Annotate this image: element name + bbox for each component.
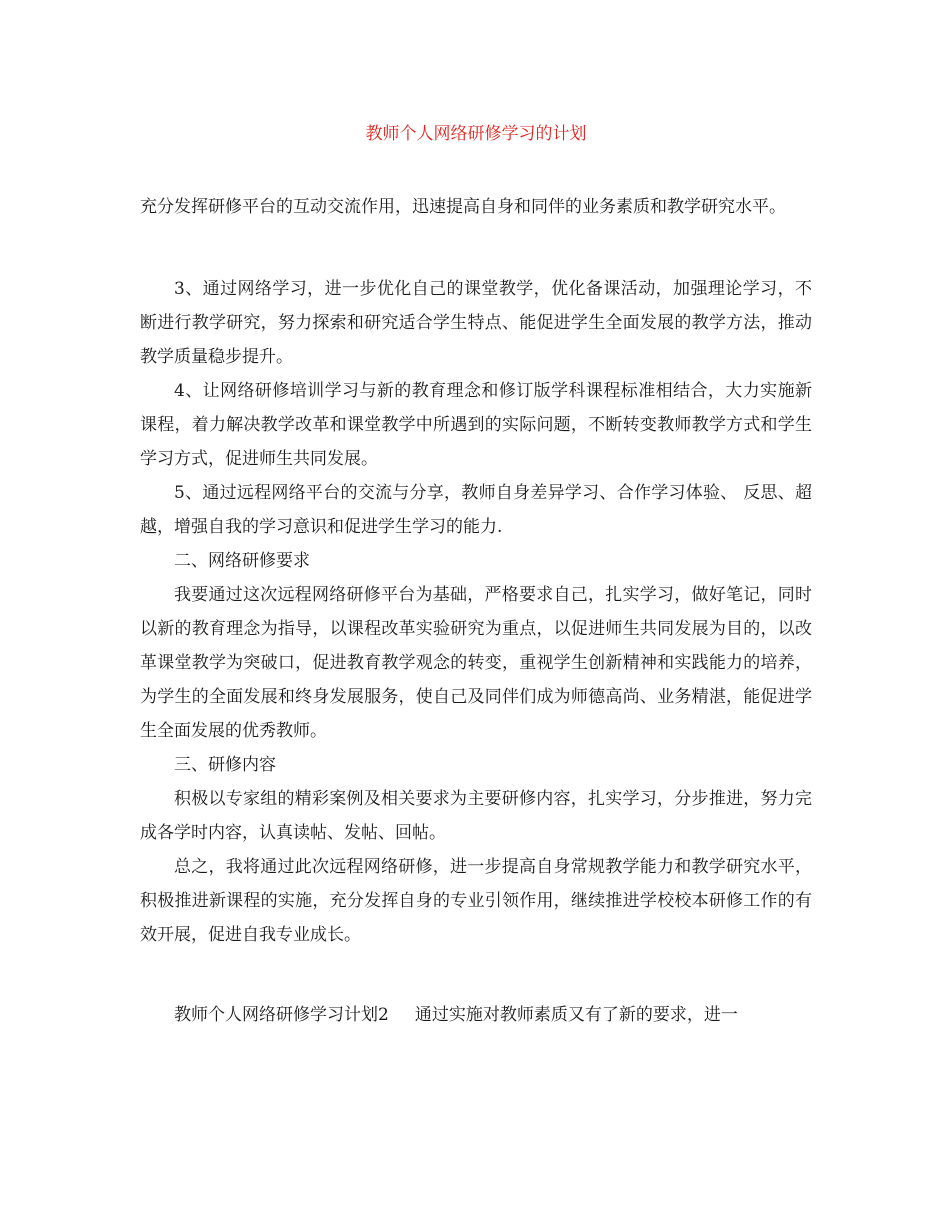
next-plan-heading: 教师个人网络研修学习计划2 — [174, 1005, 389, 1025]
paragraph-requirements: 我要通过这次远程网络研修平台为基础，严格要求自己，扎实学习，做好笔记，同时以新的教育理念为指导，以课程改革实验研究为重点，以促进师生共同发展为目的，以改革课堂教学为突破口，促进教育教学观念的转变，重视学生创新精神和实践能力的培养，为学生的全面发展和终身发展服务，使自己及同伴们成为师德高尚、业务精湛，能促进学生全面发展的优秀教师。 — [140, 585, 812, 741]
document-title: 教师个人网络研修学习的计划 — [365, 124, 587, 144]
paragraph-item-4: 4、让网络研修培训学习与新的教育理念和修订版学科课程标准相结合，大力实施新课程，着力解决教学改革和课堂教学中所遇到的实际问题，不断转变教师教学方式和学生学习方式，促进师生共同发展。 — [140, 381, 812, 469]
next-plan-line — [140, 998, 812, 1032]
paragraph-item-3: 3、通过网络学习，进一步优化自己的课堂教学，优化备课活动，加强理论学习，不断进行教学研究，努力探索和研究适合学生特点、能促进学生全面发展的教学方法，推动教学质量稳步提升。 — [140, 279, 812, 367]
next-plan-text: 通过实施对教师素质又有了新的要求，进一 — [414, 1005, 738, 1025]
paragraph-content: 积极以专家组的精彩案例及相关要求为主要研修内容，扎实学习，分步推进，努力完成各学时内容，认真读帖、发帖、回帖。 — [140, 789, 812, 843]
paragraph-item-5: 5、通过远程网络平台的交流与分享，教师自身差异学习、合作学习体验、 反思、超越，增强自我的学习意识和促进学生学习的能力. — [140, 483, 812, 537]
section-heading-content: 三、研修内容 — [174, 755, 276, 775]
paragraph-intro: 充分发挥研修平台的互动交流作用，迅速提高自身和同伴的业务素质和教学研究水平。 — [140, 197, 786, 217]
section-heading-requirements: 二、网络研修要求 — [174, 551, 310, 571]
document-body — [140, 190, 812, 1032]
paragraph-conclusion: 总之，我将通过此次远程网络研修，进一步提高自身常规教学能力和教学研究水平，积极推进新课程的实施，充分发挥自身的专业引领作用，继续推进学校校本研修工作的有效开展，促进自我专业成长。 — [140, 857, 812, 945]
